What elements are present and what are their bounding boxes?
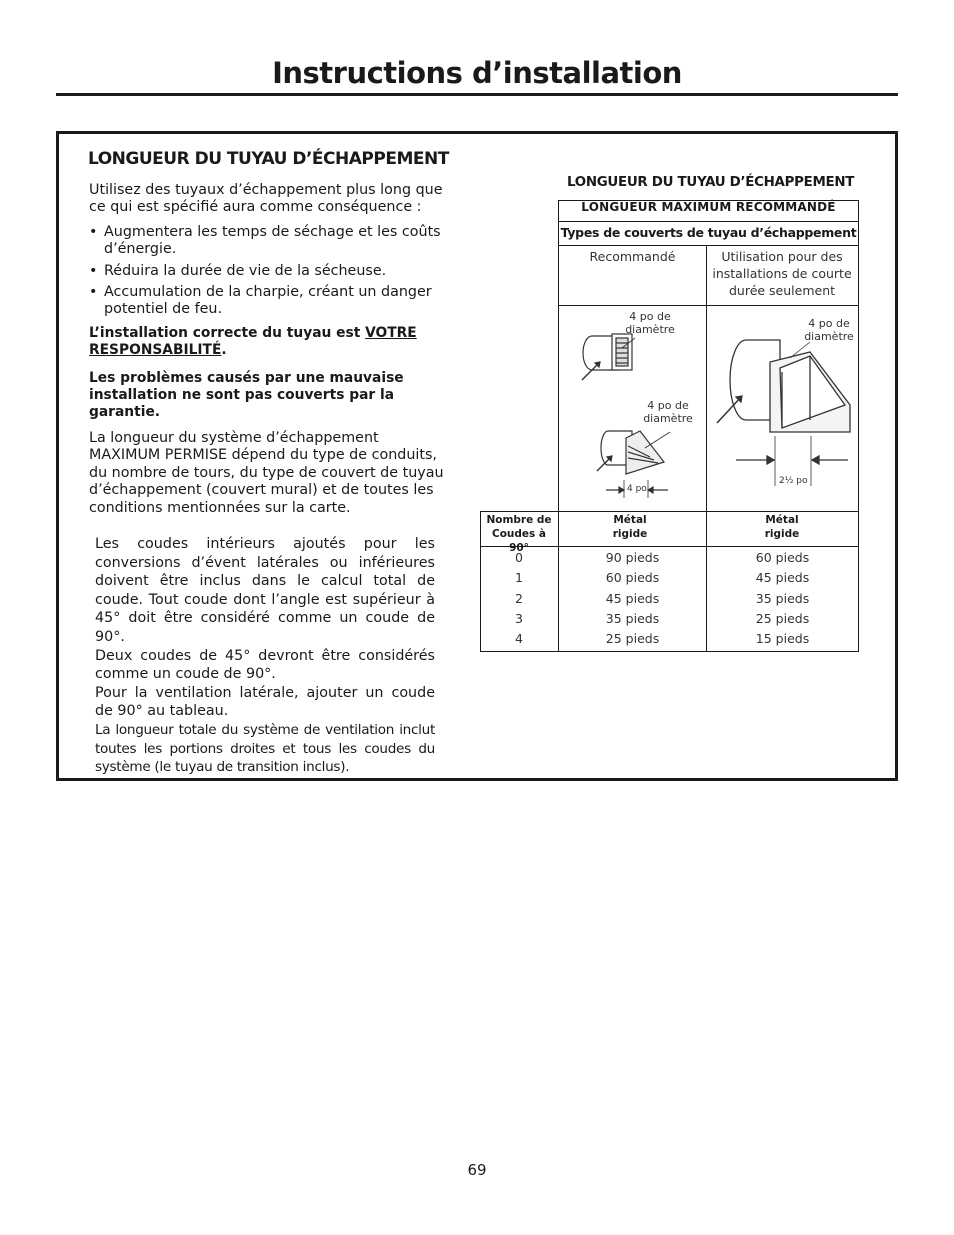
louvered-hood-icon bbox=[582, 334, 635, 380]
diameter-label: 4 po de diamètre bbox=[643, 399, 693, 425]
col-header-metal: Métal rigide bbox=[612, 514, 648, 540]
short-use-label: Utilisation pour des installations de courte durée seulement bbox=[712, 249, 852, 298]
table-cell: 0 bbox=[515, 550, 523, 565]
header-max-length: LONGUEUR MAXIMUM RECOMMANDÉ bbox=[581, 200, 836, 214]
short-use-length-column bbox=[707, 548, 858, 649]
table-cell: 15 pieds bbox=[755, 631, 810, 647]
intro-text: Utilisez des tuyaux d’échappement plus long que ce qui est spécifié aura comme conséquence : bbox=[89, 182, 443, 216]
section-title: LONGUEUR DU TUYAU D’ÉCHAPPEMENT bbox=[88, 149, 449, 169]
table-cell: 25 pieds bbox=[755, 610, 810, 626]
elbow-count-column bbox=[481, 548, 557, 649]
list-item: • Accumulation de la charpie, créant un danger potentiel de feu. bbox=[89, 284, 445, 319]
table-cell: 3 bbox=[515, 610, 523, 626]
table-cell: 25 pieds bbox=[605, 631, 660, 647]
table-caption: LONGUEUR DU TUYAU D’ÉCHAPPEMENT bbox=[567, 175, 855, 190]
list-item: • Augmentera les temps de séchage et les coûts d’énergie. bbox=[89, 224, 445, 259]
elbow-note: Les coudes intérieurs ajoutés pour les conversions d’évent latérales ou inférieures doivent être inclus dans le calcul total de coude. Tout coude dont l’angle est supérieur à 45° doit être considéré comme un coude de 90°. bbox=[95, 536, 435, 645]
large-hood-icon bbox=[717, 340, 850, 486]
two-45-note: Deux coudes de 45° devront être considérés comme un coude de 90°. bbox=[95, 647, 435, 683]
list-item: • Réduira la durée de vie de la sécheuse. bbox=[89, 263, 445, 280]
table-cell: 35 pieds bbox=[605, 610, 660, 626]
recommended-label: Recommandé bbox=[589, 249, 676, 264]
page-title: Instructions d’installation bbox=[272, 56, 682, 90]
lateral-note: Pour la ventilation latérale, ajouter un coude de 90° au tableau. bbox=[95, 684, 435, 720]
warranty-note: Les problèmes causés par une mauvaise installation ne sont pas couverts par la garantie. bbox=[89, 369, 404, 421]
col-header-elbows: Nombre de Coudes à 90° bbox=[486, 514, 552, 554]
table-cell: 90 pieds bbox=[605, 550, 660, 565]
table-cell: 1 bbox=[515, 570, 523, 586]
table-cell: 2 bbox=[515, 590, 523, 606]
header-cover-types: Types de couverts de tuyau d’échappement bbox=[560, 225, 857, 240]
table-cell: 60 pieds bbox=[755, 550, 810, 565]
responsibility-note: L’installation correcte du tuyau est VOTRE RESPONSABILITÉ. bbox=[89, 324, 417, 359]
table-cell: 60 pieds bbox=[605, 570, 660, 586]
table-cell: 45 pieds bbox=[605, 590, 660, 606]
dimension-4po: 4 po bbox=[627, 484, 647, 494]
table-cell: 4 bbox=[515, 631, 523, 647]
col-header-metal: Métal rigide bbox=[764, 514, 800, 540]
responsibility-emphasis: VOTRE RESPONSABILITÉ bbox=[89, 324, 417, 359]
page-number: 69 bbox=[467, 1161, 487, 1179]
dimension-2half: 2½ po bbox=[779, 476, 808, 486]
table-cell: 35 pieds bbox=[755, 590, 810, 606]
recommended-length-column bbox=[559, 548, 706, 649]
total-length-note: La longueur totale du système de ventilation inclut toutes les portions droites et tous les coudes du système (le tuyau de transition inclus). bbox=[95, 721, 435, 776]
diameter-label: 4 po de diamètre bbox=[804, 317, 854, 343]
table-cell: 45 pieds bbox=[755, 570, 810, 586]
max-length-text: La longueur du système d’échappement MAXIMUM PERMISE dépend du type de conduits, du nombre de tours, du type de couvert de tuyau d’échappement (couvert mural) et de toutes les conditions mentionnées sur la carte. bbox=[89, 429, 444, 516]
diameter-label: 4 po de diamètre bbox=[625, 310, 675, 336]
